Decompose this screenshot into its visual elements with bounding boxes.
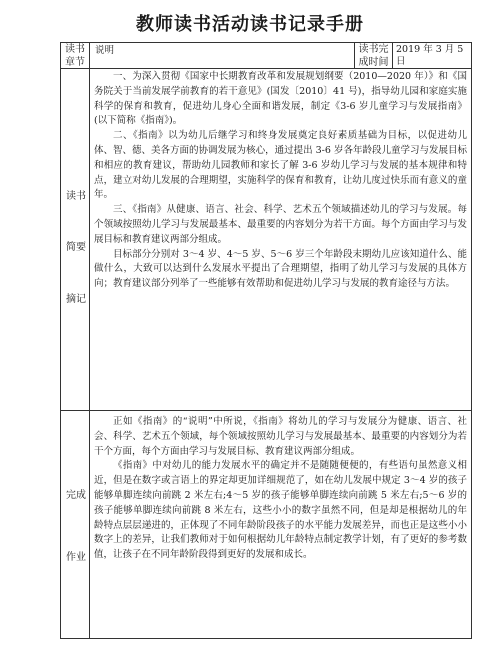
header-divider [61, 68, 471, 69]
summary-content [94, 70, 467, 292]
book-chapter-label-line1: 读书 [65, 44, 85, 55]
homework-paragraph: 正如《指南》的“说明”中所说，《指南》将幼儿的学习与发展分为健康、语言、社会、科学、艺术五个领域，每个领域按照幼儿学习与发展最基本、最重要的内容划分为若干个方面，每个方面由学习与发展目标、教育建议两部分组成。 [94, 416, 467, 457]
page-title: 教师读书活动读书记录手册 [136, 14, 364, 35]
finish-time-value: 2019 年 3 月 5 日 [396, 44, 464, 67]
homework-content [94, 415, 467, 563]
finish-time-label-line2: 成时间 [358, 57, 389, 68]
finish-time-label-line1: 读书完 [358, 44, 389, 55]
summary-label-2: 简要 [66, 242, 86, 253]
book-chapter-label-line2: 章节 [65, 57, 85, 68]
finish-time-label [355, 43, 392, 69]
record-table [60, 42, 472, 639]
homework-label-2: 作业 [66, 552, 86, 563]
summary-paragraph: 二、《指南》以为幼儿后继学习和终身发展奠定良好素质基础为目标，以促进幼儿体、智、德、美各方面的协调发展为核心，通过提出 3-6 岁各年龄段儿童学习与发展目标和相应的教育建议，帮助幼儿园教师和家长了解 3-6 岁幼儿学习与发展的基本规律和特点，建立对幼儿发展的合理期望，实施科学的保育和教育，让幼儿度过快乐而有意义的童年。 [94, 130, 467, 201]
book-chapter-label [61, 43, 89, 69]
header-divider-b [392, 43, 393, 68]
homework-label-1: 完成 [66, 490, 86, 501]
summary-paragraph: 一、为深入贯彻《国家中长期教育改革和发展规划纲要（2010—2020 年）》和《国务院关于当前发展学前教育的若干意见》(国发〔2010〕41 号)，指导幼儿园和家庭实施科学的保育和教育，促进幼儿身心全面和谐发展，制定《3-6 岁儿童学习与发展指南》(以下简称《指南》)。 [94, 71, 467, 127]
summary-label-3: 摘记 [66, 294, 86, 305]
book-chapter-value: 说明 [95, 45, 115, 56]
summary-paragraph: 目标部分分别对 3～4 岁、4～5 岁、5～6 岁三个年龄段末期幼儿应该知道什么、能做什么，大致可以达到什么发展水平提出了合理期望，指明了幼儿学习与发展的具体方向；教育建议部分列举了一些能够有效帮助和促进幼儿学习与发展的教育途径与方法。 [94, 248, 467, 290]
summary-label-1: 读书 [66, 191, 86, 202]
summary-paragraph: 三、《指南》从健康、语言、社会、科学、艺术五个领域描述幼儿的学习与发展。每个领域按照幼儿学习与发展最基本、最重要的内容划分为若干方面。每个方面由学习与发展目标和教育建议两部分组成。 [94, 204, 467, 245]
section-divider [61, 410, 471, 411]
homework-paragraph: 《指南》中对幼儿的能力发展水平的确定并不是随随便便的，有些语句虽然意义相近，但是在数字或言语上的界定却更加详细规范了，如在幼儿发展中规定 3～4 岁的孩子能够单脚连续向前跳 2 米左右;4～5 岁的孩子能够单脚连续向前跳 5 米左右;5～6 岁的孩子能够单脚连续向前跳 8 米左右，这些小小的数字虽然不同，但是却是根据幼儿的年龄特点层层递进的，正体现了不同年龄阶段孩子的水平能力发展差异，而也正是这些小小数字上的差异，让我们教师对于如何根据幼儿年龄特点制定教学计划，有了更好的参考数值，让孩子在不同年龄阶段得到更好的发展和成长。 [94, 460, 467, 561]
